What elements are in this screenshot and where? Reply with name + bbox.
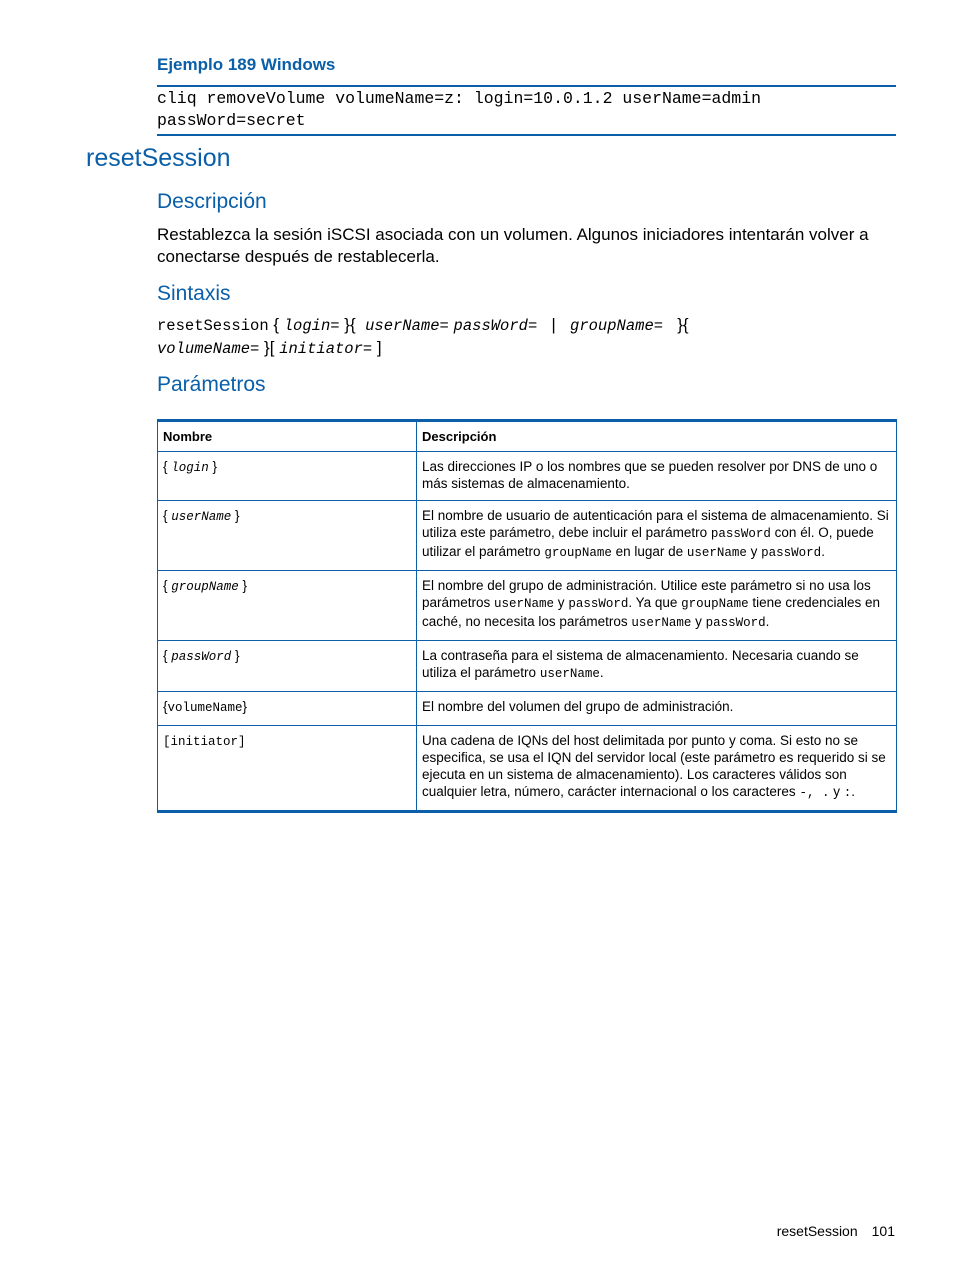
param-name-cell: { login } xyxy=(158,452,417,501)
description-text: Restablezca la sesión iSCSI asociada con un volumen. Algunos iniciadores intentarán volver a conectarse después de restablecerla. xyxy=(157,225,869,266)
desc-text: Una cadena de IQNs del host delimitada por punto y coma. Si esto no se especifica, se usa el IQN del servidor local (este parámetro es requerido si se ejecuta en un sistema de almacenamiento). Los caracteres válidos son cualquier letra, número, carácter internacional o los caracteres xyxy=(422,733,886,799)
description-heading: Descripción xyxy=(157,190,267,213)
desc-text: tiene credenciales en caché, no necesita los parámetros xyxy=(422,595,880,629)
desc-text: con él. O, puede utilizar el parámetro xyxy=(422,525,874,559)
syntax-groupname: groupName= xyxy=(570,317,664,335)
example-title: Ejemplo 189 Windows xyxy=(157,55,336,74)
inline-code: userName xyxy=(631,616,692,630)
param-name-cell: { userName } xyxy=(158,501,417,571)
inline-code: passWord xyxy=(705,616,766,630)
param-name: volumeName xyxy=(167,701,243,715)
parameters-table xyxy=(157,419,897,813)
column-header-description: Descripción xyxy=(417,421,897,452)
inline-code: groupName xyxy=(681,597,749,611)
param-name: [initiator] xyxy=(163,735,246,749)
param-name: login xyxy=(171,461,209,475)
desc-text: y xyxy=(829,784,844,799)
table-row xyxy=(158,726,897,812)
syntax-block: resetSession { login= }{ userName= passWord= | groupName= }{ volumeName= }[ initiator= ] xyxy=(157,315,689,358)
desc-text: La contraseña para el sistema de almacenamiento. Necesaria cuando se utiliza el parámetro xyxy=(422,648,859,680)
syntax-command: resetSession xyxy=(157,317,269,335)
inline-code: groupName xyxy=(544,546,612,560)
table-row xyxy=(158,571,897,641)
example-code-block xyxy=(157,85,896,136)
param-name-cell xyxy=(158,726,417,812)
inline-code: userName xyxy=(539,667,600,681)
param-name-cell: { groupName } xyxy=(158,571,417,641)
param-name: passWord xyxy=(171,650,232,664)
param-desc-cell: El nombre del volumen del grupo de administración. xyxy=(417,692,897,726)
syntax-volumename: volumeName= xyxy=(157,340,260,358)
desc-text: . xyxy=(851,784,855,799)
inline-code: userName xyxy=(686,546,747,560)
inline-code: userName xyxy=(494,597,555,611)
syntax-heading: Sintaxis xyxy=(157,282,231,305)
desc-text: y xyxy=(554,595,569,610)
syntax-initiator: initiator= xyxy=(279,340,373,358)
param-name-cell: { passWord } xyxy=(158,641,417,692)
table-row xyxy=(158,501,897,571)
table-row xyxy=(158,641,897,692)
desc-text: . xyxy=(765,614,770,629)
param-name: userName xyxy=(171,510,232,524)
syntax-username: userName= xyxy=(365,317,449,335)
syntax-password: passWord= xyxy=(453,317,538,335)
footer-label: resetSession xyxy=(776,1223,858,1239)
section-title: resetSession xyxy=(86,144,231,172)
inline-code: : xyxy=(843,786,852,800)
table-header-row xyxy=(158,421,897,452)
param-desc-cell: Las direcciones IP o los nombres que se pueden resolver por DNS de uno o más sistemas de almacenamiento. xyxy=(417,452,897,501)
param-name-cell: {volumeName} xyxy=(158,692,417,726)
param-desc-cell xyxy=(417,641,897,692)
desc-text: El nombre de usuario de autenticación para el sistema de almacenamiento. Si utiliza este parámetro, debe incluir el parámetro xyxy=(422,508,889,540)
param-desc-cell xyxy=(417,501,897,571)
inline-code: -, . xyxy=(799,786,830,800)
desc-text: y xyxy=(691,614,706,629)
desc-text: en lugar de xyxy=(611,544,687,559)
desc-text: . xyxy=(599,665,604,680)
desc-text: El nombre del grupo de administración. Utilice este parámetro si no usa los parámetros xyxy=(422,578,871,610)
param-desc-cell xyxy=(417,571,897,641)
column-header-name: Nombre xyxy=(158,421,417,452)
parameters-heading: Parámetros xyxy=(157,373,266,396)
page-footer xyxy=(763,1223,895,1239)
table-row xyxy=(158,692,897,726)
syntax-login: login= xyxy=(283,317,340,335)
param-desc-cell xyxy=(417,726,897,812)
table-row xyxy=(158,452,897,501)
page-number: 101 xyxy=(871,1223,895,1239)
inline-code: passWord xyxy=(568,597,629,611)
desc-text: . xyxy=(821,544,825,559)
param-name: groupName xyxy=(171,580,239,594)
inline-code: passWord xyxy=(761,546,822,560)
code-line: passWord=secret xyxy=(157,111,306,130)
code-line: cliq removeVolume volumeName=z: login=10.0.1.2 userName=admin xyxy=(157,89,761,108)
inline-code: passWord xyxy=(710,527,771,541)
desc-text: . Ya que xyxy=(628,595,682,610)
desc-text: y xyxy=(746,544,762,559)
